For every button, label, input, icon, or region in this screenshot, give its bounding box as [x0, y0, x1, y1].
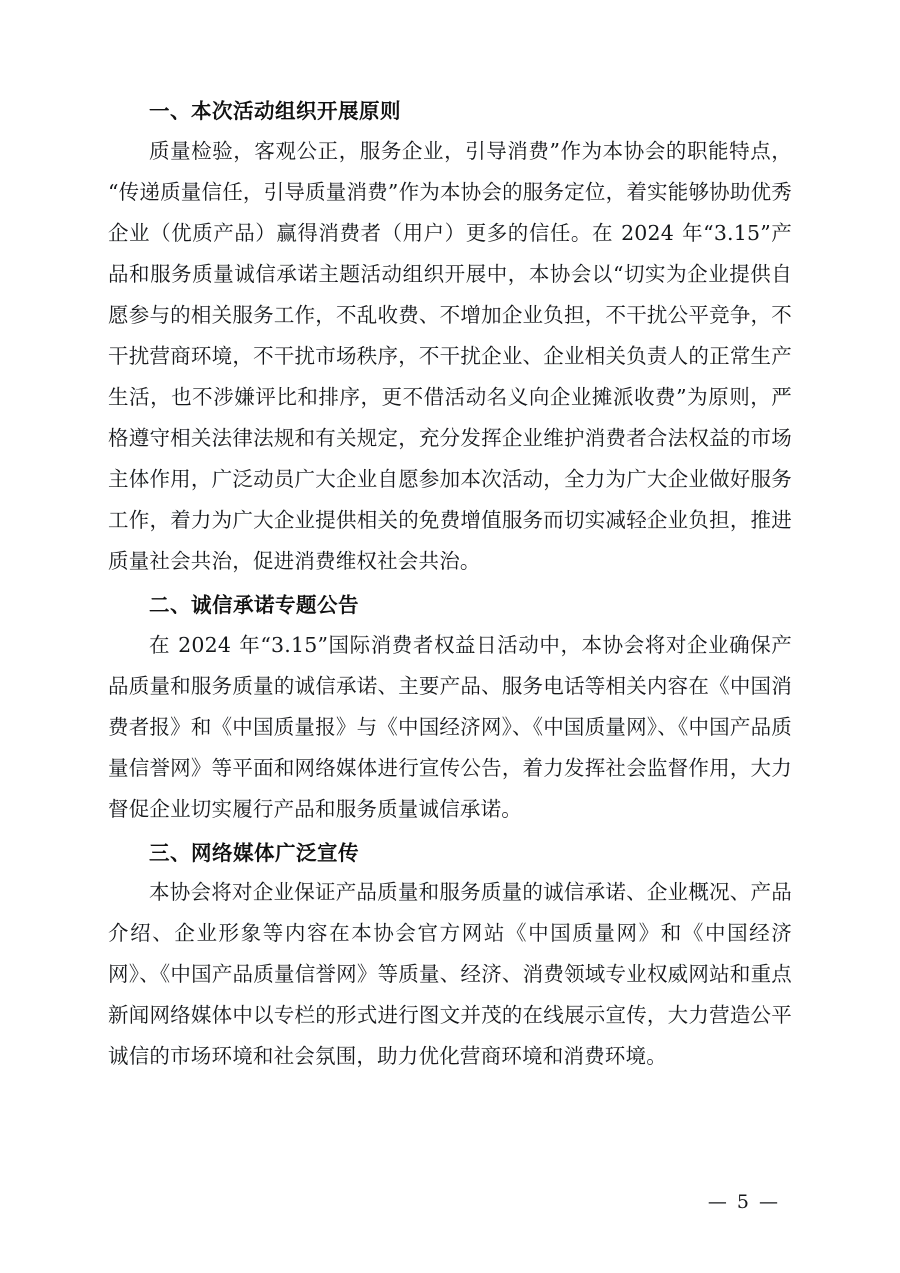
section-paragraph-1: 质量检验，客观公正，服务企业，引导消费”作为本协会的职能特点，“传递质量信任，引导质量消费”作为本协会的服务定位，着实能够协助优秀企业（优质产品）赢得消费者（用户）更多的信任。在 2024 年“3.15”产品和服务质量诚信承诺主题活动组织开展中，本协会以“切实为企业提供自愿参与的相关服务工作，不乱收费、不增加企业负担，不干扰公平竞争，不干扰营商环境，不干扰市场秩序，不干扰企业、企业相关负责人的正常生产生活，也不涉嫌评比和排序，更不借活动名义向企业摊派收费”为原则，严格遵守相关法律法规和有关规定，充分发挥企业维护消费者合法权益的市场主体作用，广泛动员广大企业自愿参加本次活动，全力为广大企业做好服务工作，着力为广大企业提供相关的免费增值服务而切实减轻企业负担，推进质量社会共治，促进消费维权社会共治。 [108, 138, 792, 573]
section-paragraph-2: 在 2024 年“3.15”国际消费者权益日活动中，本协会将对企业确保产品质量和服务质量的诚信承诺、主要产品、服务电话等相关内容在《中国消费者报》和《中国质量报》与《中国经济网》、《中国质量网》、《中国产品质量信誉网》等平面和网络媒体进行宣传公告，着力发挥社会监督作用，大力督促企业切实履行产品和服务质量诚信承诺。 [108, 632, 792, 821]
document-body [108, 96, 792, 1077]
page-number: — 5 — [707, 1191, 780, 1213]
section-paragraph-3: 本协会将对企业保证产品质量和服务质量的诚信承诺、企业概况、产品介绍、企业形象等内容在本协会官方网站《中国质量网》和《中国经济网》、《中国产品质量信誉网》等质量、经济、消费领域专业权威网站和重点新闻网络媒体中以专栏的形式进行图文并茂的在线展示宣传，大力营造公平诚信的市场环境和社会氛围，助力优化营商环境和消费环境。 [108, 880, 792, 1069]
section-heading-1: 一、本次活动组织开展原则 [149, 99, 401, 123]
section-heading-3: 三、网络媒体广泛宣传 [149, 840, 359, 865]
section-heading-2: 二、诚信承诺专题公告 [149, 592, 359, 617]
